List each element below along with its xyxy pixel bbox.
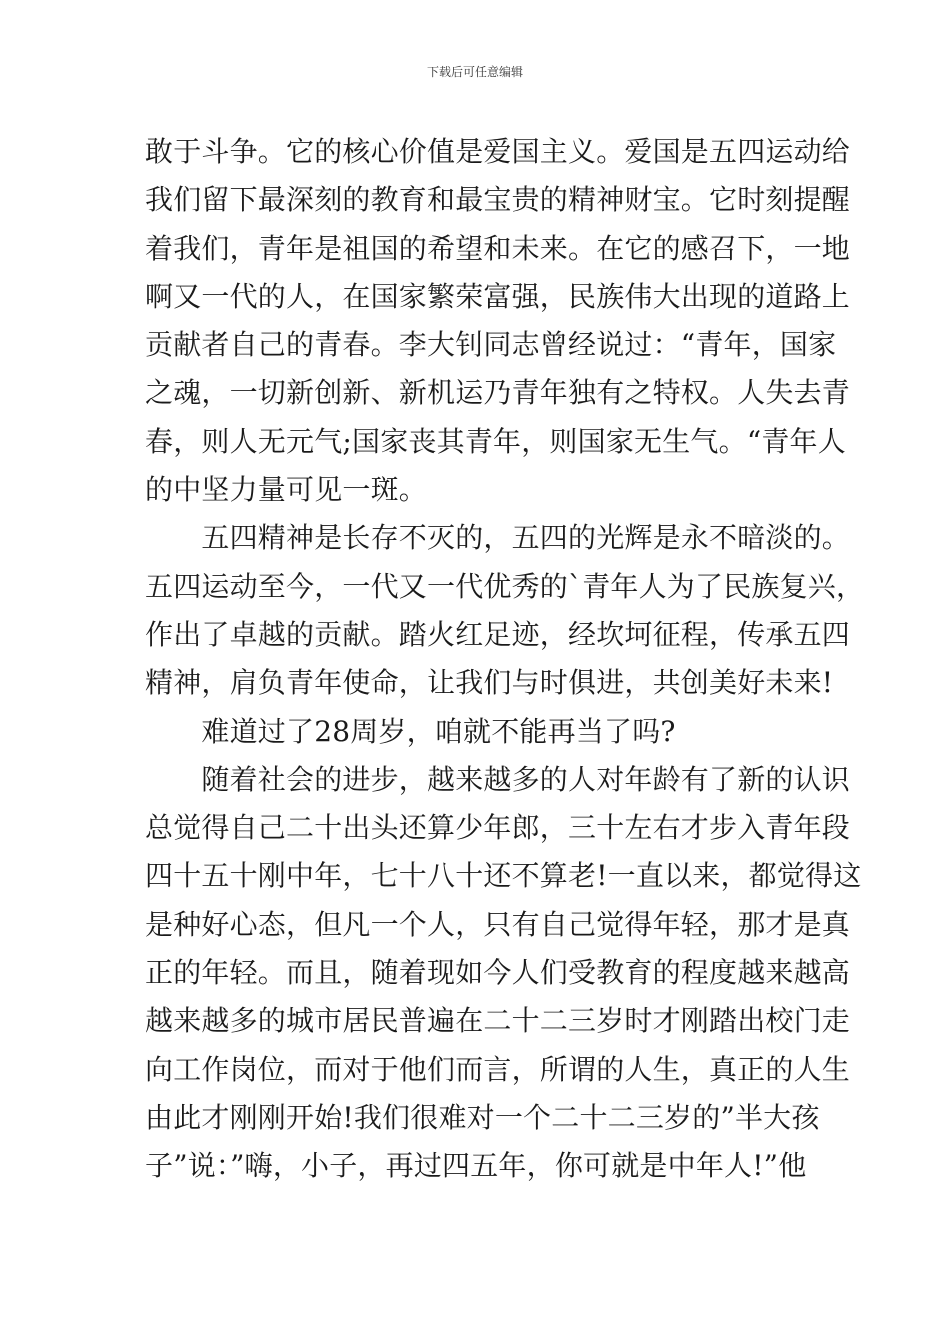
text-line: 难道过了28周岁，咱就不能再当了吗? — [145, 714, 676, 748]
text-line: 着我们，青年是祖国的希望和未来。在它的感召下，一地 — [145, 231, 851, 265]
text-line: 的中坚力量可见一斑。 — [145, 473, 428, 507]
text-line: 之魂，一切新创新、新机运乃青年独有之特权。人失去青 — [145, 376, 851, 410]
text-line: 贡献者自己的青春。李大钊同志曾经说过：“青年，国家 — [145, 328, 837, 362]
text-line: 啊又一代的人，在国家繁荣富强，民族伟大出现的道路上 — [145, 279, 851, 313]
text-line: 五四精神是长存不灭的，五四的光辉是永不暗淡的。 — [145, 521, 851, 555]
text-line: 我们留下最深刻的教育和最宝贵的精神财宝。它时刻提醒 — [145, 183, 851, 217]
text-line: 随着社会的进步，越来越多的人对年龄有了新的认识 — [145, 762, 851, 796]
text-line: 由此才刚刚开始!我们很难对一个二十二三岁的”半大孩 — [145, 1100, 820, 1134]
text-line: 总觉得自己二十出头还算少年郎，三十左右才步入青年段 — [145, 811, 851, 845]
text-line: 向工作岗位，而对于他们而言，所谓的人生，真正的人生 — [145, 1052, 851, 1086]
text-line: 四十五十刚中年，七十八十还不算老!一直以来，都觉得这 — [145, 859, 862, 893]
text-line: 作出了卓越的贡献。踏火红足迹，经坎坷征程，传承五四 — [145, 617, 851, 651]
document-body — [145, 128, 865, 1191]
page-header: 下载后可任意编辑 — [426, 65, 523, 79]
text-line: 是种好心态，但凡一个人，只有自己觉得年轻，那才是真 — [145, 907, 851, 941]
text-line: 子”说：”嗨，小子，再过四五年，你可就是中年人!”他 — [145, 1149, 807, 1183]
text-line: 精神，肩负青年使命，让我们与时俱进，共创美好未来! — [145, 666, 834, 700]
text-line: 越来越多的城市居民普遍在二十二三岁时才刚踏出校门走 — [145, 1004, 851, 1038]
text-line: 五四运动至今，一代又一代优秀的`青年人为了民族复兴， — [145, 569, 865, 603]
text-line: 敢于斗争。它的核心价值是爱国主义。爱国是五四运动给 — [145, 135, 851, 168]
text-line: 春，则人无元气;国家丧其青年，则国家无生气。“青年人 — [145, 424, 846, 458]
text-line: 正的年轻。而且，随着现如今人们受教育的程度越来越高 — [145, 956, 851, 990]
